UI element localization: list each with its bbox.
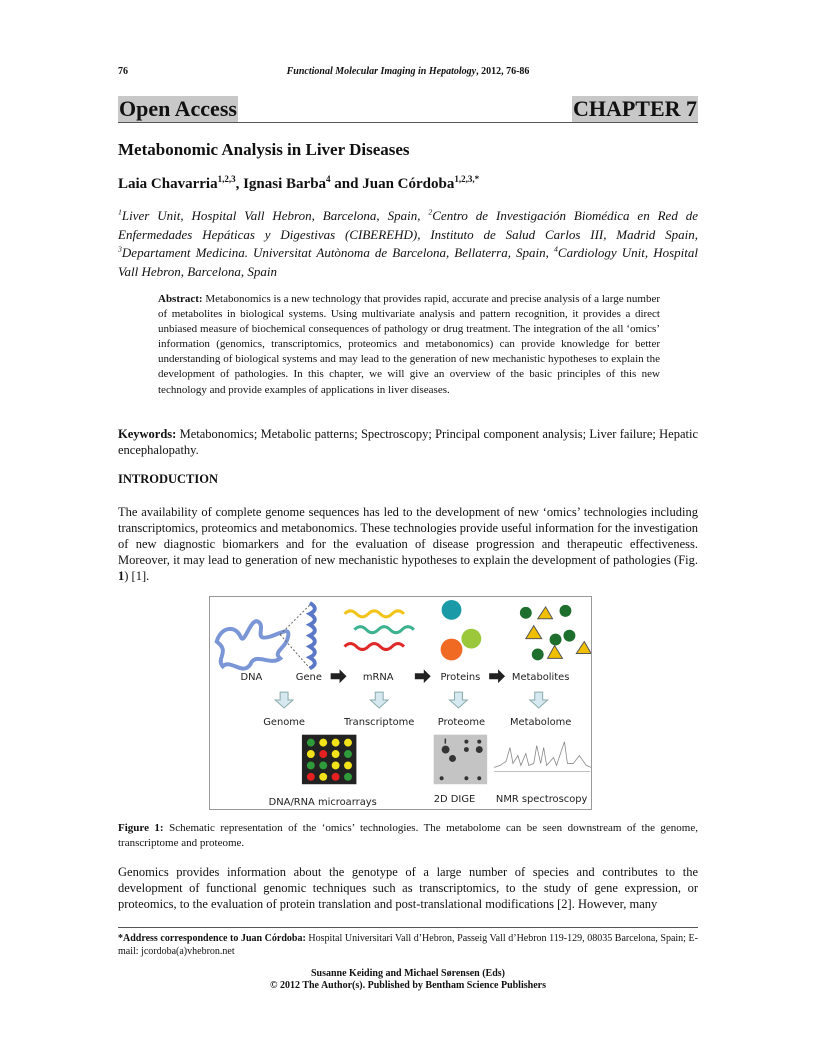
aff-sup: 3 bbox=[118, 244, 122, 254]
microarray-spot bbox=[344, 761, 352, 769]
journal-name: Functional Molecular Imaging in Hepatology bbox=[286, 66, 477, 77]
page-number: 76 bbox=[118, 66, 128, 77]
affiliation: Departament Medicina. Universitat Autònoma de Barcelona, Bellaterra, Spain, bbox=[121, 245, 555, 260]
label-mrna: mRNA bbox=[362, 672, 394, 684]
label-2d-dige: 2D DIGE bbox=[433, 794, 476, 806]
footnote bbox=[118, 932, 698, 958]
author-sep: , bbox=[235, 176, 244, 192]
affiliation: Centro de Investigación Biomédica en Red de Enfermedades Hepáticas y Digestivas (CIBEREHD), Instituto de Salud Carlos III, Madrid Spain, bbox=[118, 208, 699, 242]
label-proteome: Proteome bbox=[437, 716, 486, 728]
microarray-spot bbox=[344, 773, 352, 781]
label-gene: Gene bbox=[295, 672, 322, 684]
gene-icon bbox=[310, 603, 315, 668]
authors bbox=[118, 176, 479, 193]
affiliation: Cardiology Unit, Hospital Vall Hebron, Barcelona, Spain bbox=[118, 245, 698, 279]
microarray-spot bbox=[344, 750, 352, 758]
protein-icon bbox=[442, 600, 462, 620]
keywords-label: Keywords: bbox=[118, 427, 177, 441]
abstract-label: Abstract: bbox=[158, 293, 203, 305]
author: Laia Chavarria bbox=[118, 176, 218, 192]
footnote-rule bbox=[118, 927, 698, 928]
label-transcriptome: Transcriptome bbox=[344, 716, 415, 728]
microarray-spot bbox=[332, 739, 340, 747]
down-arrow-icons bbox=[275, 692, 547, 708]
figure-1 bbox=[209, 596, 592, 810]
omics-diagram bbox=[210, 597, 591, 809]
running-header bbox=[0, 66, 816, 77]
author: Ignasi Barba bbox=[243, 176, 327, 192]
microarray-spot bbox=[319, 773, 327, 781]
aff-sup: 2 bbox=[428, 207, 433, 217]
label-genome: Genome bbox=[263, 716, 305, 728]
keywords bbox=[118, 426, 698, 458]
microarray-spot bbox=[307, 761, 315, 769]
microarray-spot bbox=[319, 750, 327, 758]
label-metabolites: Metabolites bbox=[511, 672, 570, 684]
author-sup: 1,2,3,* bbox=[454, 174, 480, 184]
caption-text: Schematic representation of the ‘omics’ technologies. The metabolome can be seen downstream of the genome, transcriptome and proteome. bbox=[118, 822, 698, 849]
author-sup: 1,2,3 bbox=[217, 174, 236, 184]
microarray-spot bbox=[344, 739, 352, 747]
zoom-line bbox=[280, 635, 310, 669]
label-nmr: NMR spectroscopy bbox=[495, 794, 588, 806]
microarray-spot bbox=[307, 739, 315, 747]
chapter-label: CHAPTER 7 bbox=[572, 96, 697, 121]
paragraph-2: Genomics provides information about the genotype of a large number of species and contributes to the development of functional genomic techniques such as transcriptomics, to the study of gene expression, or proteomics, to the evaluation of protein translation and post-translational modifications [2]. However, many bbox=[118, 865, 698, 911]
aff-sup: 1 bbox=[118, 207, 122, 217]
microarray-spot bbox=[307, 773, 315, 781]
journal-info: , 2012, 76-86 bbox=[476, 66, 530, 77]
label-proteins: Proteins bbox=[440, 672, 481, 684]
author: Juan Córdoba bbox=[362, 176, 455, 192]
author-sep: and bbox=[330, 176, 363, 192]
caption-label: Figure 1: bbox=[118, 822, 164, 834]
protein-icon bbox=[441, 639, 463, 661]
microarray-spot bbox=[307, 750, 315, 758]
microarray-spot bbox=[319, 761, 327, 769]
mrna-icon bbox=[354, 627, 413, 633]
abstract bbox=[158, 292, 660, 398]
author-sup: 4 bbox=[326, 174, 331, 184]
microarray-spot bbox=[332, 773, 340, 781]
chapter-title: Metabonomic Analysis in Liver Diseases bbox=[118, 140, 410, 159]
dna-icon bbox=[217, 621, 289, 668]
affiliations bbox=[118, 207, 698, 281]
label-microarrays: DNA/RNA microarrays bbox=[268, 797, 377, 809]
mrna-icon bbox=[345, 644, 404, 650]
microarray-spot bbox=[332, 761, 340, 769]
affiliation: Liver Unit, Hospital Vall Hebron, Barcelona, Spain, bbox=[121, 208, 429, 223]
section-heading: INTRODUCTION bbox=[118, 472, 219, 486]
aff-sup: 4 bbox=[554, 244, 558, 254]
abstract-text: Metabonomics is a new technology that provides rapid, accurate and precise analysis of a large number of metabolites in biological systems. Using multivariate analysis and pattern recognition, it provides a direct unbiased measure of biochemical consequences of pathology or drug treatment. The integration of the all ‘omics’ information (genomics, transcriptomics, proteomics and metabonomics) can provide knowledge for better understanding of biological systems and may lead to the generation of new mechanistic hypotheses to explain the development of pathologies. In this chapter, we will give an overview of the basic principles of this new technology and provide examples of applications in liver diseases. bbox=[158, 293, 660, 396]
footnote-text: Hospital Universitari Vall d’Hebron, Passeig Vall d’Hebron 119-129, 08035 Barcelona, Spain; E-mail: jcordoba(a)vhebron.net bbox=[118, 933, 698, 957]
figure-ref[interactable]: 1 bbox=[118, 569, 125, 583]
editors: Susanne Keiding and Michael Sørensen (Eds) bbox=[310, 968, 506, 979]
mrna-icon bbox=[345, 611, 404, 617]
label-dna: DNA bbox=[240, 672, 263, 684]
figure-caption bbox=[118, 821, 698, 851]
protein-icon bbox=[461, 629, 481, 649]
microarray-spot bbox=[332, 750, 340, 758]
header-rule bbox=[118, 122, 698, 123]
para-text: The availability of complete genome sequences has led to the development of new ‘omics’ technologies including transcriptomics, proteomics and metabonomics. These technologies provide useful information for the investigation of new diagnostic biomarkers and for the evaluation of disease progression and therapeutic effectiveness. Moreover, it may lead to generation of new mechanistic hypotheses to explain the development of pathologies (Fig. bbox=[118, 505, 698, 567]
label-metabolome: Metabolome bbox=[509, 716, 572, 728]
footnote-label: *Address correspondence to Juan Córdoba: bbox=[118, 933, 306, 944]
keywords-text: Metabonomics; Metabolic patterns; Spectroscopy; Principal component analysis; Liver failure; Hepatic encephalopathy. bbox=[118, 427, 698, 457]
metabolites-icon bbox=[520, 605, 591, 660]
copyright: © 2012 The Author(s). Published by Bentham Science Publishers bbox=[270, 980, 546, 991]
open-access-label: Open Access bbox=[119, 96, 237, 121]
intro-paragraph bbox=[118, 504, 698, 584]
microarray-spot bbox=[319, 739, 327, 747]
para-text: ) [1]. bbox=[124, 569, 150, 583]
nmr-spectrum bbox=[494, 742, 591, 768]
